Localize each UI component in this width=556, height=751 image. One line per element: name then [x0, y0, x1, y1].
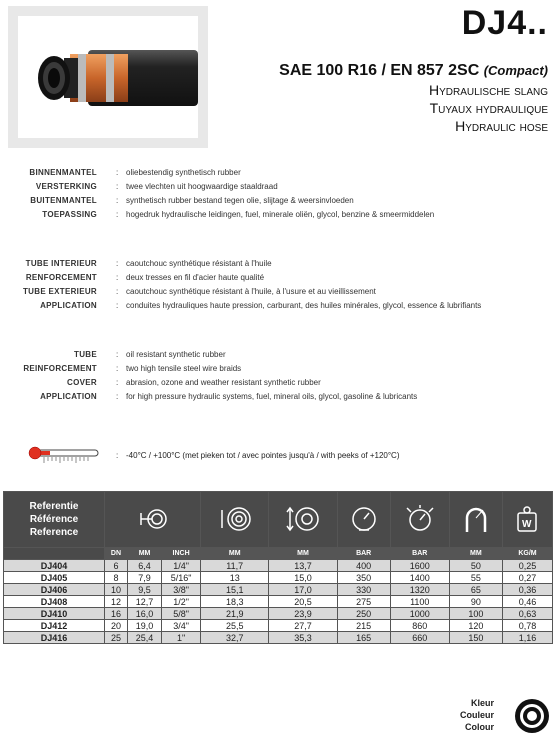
table-row [4, 584, 553, 596]
row-cell: 7,9 [127, 572, 161, 584]
row-cell: 16,0 [127, 608, 161, 620]
row-cell: 1320 [390, 584, 449, 596]
unit-dn: DN [105, 548, 128, 560]
row-cell: 13 [201, 572, 269, 584]
row-cell: 1000 [390, 608, 449, 620]
row-cell: 13,7 [269, 560, 337, 572]
row-cell: 17,0 [269, 584, 337, 596]
table-row [4, 632, 553, 644]
row-cell: 9,5 [127, 584, 161, 596]
row-cell: 275 [337, 596, 390, 608]
name-en: Hydraulic hose [455, 118, 548, 134]
standard: SAE 100 R16 / EN 857 2SC [279, 62, 480, 79]
row-cell: 11,7 [201, 560, 269, 572]
row-cell: 860 [390, 620, 449, 632]
unit-kgm: KG/M [502, 548, 552, 560]
row-cell: 6 [105, 560, 128, 572]
row-cell: 0,63 [502, 608, 552, 620]
row-cell: 23,9 [269, 608, 337, 620]
row-cell: 8 [105, 572, 128, 584]
colour-label: Kleur Couleur Colour [459, 698, 494, 732]
row-cell: 19,0 [127, 620, 161, 632]
inner-diameter-icon [105, 492, 201, 548]
row-cell: 15,1 [201, 584, 269, 596]
row-cell: 250 [337, 608, 390, 620]
row-reference: DJ416 [4, 632, 105, 644]
units-row [4, 548, 553, 560]
row-cell: 3/4" [162, 620, 201, 632]
row-cell: 25,4 [127, 632, 161, 644]
row-cell: 1/2" [162, 596, 201, 608]
row-cell: 3/8" [162, 584, 201, 596]
row-reference: DJ408 [4, 596, 105, 608]
temperature-range: -40°C / +100°C (met pieken tot / avec pointes jusqu'à / with peeks of +120°C) [126, 451, 400, 460]
row-cell: 18,3 [201, 596, 269, 608]
row-cell: 27,7 [269, 620, 337, 632]
temp-colon: : [116, 451, 119, 460]
spec-table [3, 491, 553, 644]
row-cell: 1" [162, 632, 201, 644]
thermometer-icon [28, 446, 102, 466]
row-cell: 1100 [390, 596, 449, 608]
working-pressure-icon [337, 492, 390, 548]
table-row [4, 620, 553, 632]
row-cell: 50 [449, 560, 502, 572]
table-header-row [4, 492, 553, 548]
row-cell: 330 [337, 584, 390, 596]
row-cell: 0,36 [502, 584, 552, 596]
standard-note: (Compact) [483, 63, 548, 78]
row-cell: 25 [105, 632, 128, 644]
row-cell: 1/4" [162, 560, 201, 572]
row-cell: 15,0 [269, 572, 337, 584]
svg-text:W: W [522, 518, 532, 530]
row-cell: 21,9 [201, 608, 269, 620]
row-cell: 12 [105, 596, 128, 608]
row-cell: 6,4 [127, 560, 161, 572]
row-cell: 20 [105, 620, 128, 632]
ref-header: Referentie Référence Reference [4, 492, 105, 548]
row-cell: 20,5 [269, 596, 337, 608]
table-row [4, 596, 553, 608]
table-row [4, 608, 553, 620]
row-cell: 32,7 [201, 632, 269, 644]
unit-mm-radius: MM [449, 548, 502, 560]
row-cell: 0,25 [502, 560, 552, 572]
table-row [4, 572, 553, 584]
row-cell: 5/16" [162, 572, 201, 584]
burst-pressure-icon [390, 492, 449, 548]
row-cell: 5/8" [162, 608, 201, 620]
row-cell: 120 [449, 620, 502, 632]
row-cell: 35,3 [269, 632, 337, 644]
name-nl: Hydraulische slang [428, 82, 548, 98]
row-cell: 0,78 [502, 620, 552, 632]
unit-inch: INCH [162, 548, 201, 560]
row-reference: DJ412 [4, 620, 105, 632]
row-cell: 12,7 [127, 596, 161, 608]
unit-bar-bp: BAR [390, 548, 449, 560]
row-cell: 90 [449, 596, 502, 608]
product-photo [8, 6, 208, 148]
row-reference: DJ410 [4, 608, 105, 620]
row-cell: 350 [337, 572, 390, 584]
row-cell: 660 [390, 632, 449, 644]
row-cell: 0,46 [502, 596, 552, 608]
row-cell: 215 [337, 620, 390, 632]
row-reference: DJ405 [4, 572, 105, 584]
name-fr: Tuyaux hydraulique [429, 100, 548, 116]
row-cell: 400 [337, 560, 390, 572]
unit-mm-od: MM [269, 548, 337, 560]
row-cell: 1,16 [502, 632, 552, 644]
unit-mm-reinf: MM [201, 548, 269, 560]
row-cell: 0,27 [502, 572, 552, 584]
row-reference: DJ404 [4, 560, 105, 572]
row-cell: 1400 [390, 572, 449, 584]
reinforcement-diameter-icon [201, 492, 269, 548]
row-reference: DJ406 [4, 584, 105, 596]
table-row [4, 560, 553, 572]
unit-bar-wp: BAR [337, 548, 390, 560]
row-cell: 150 [449, 632, 502, 644]
bend-radius-icon [449, 492, 502, 548]
row-cell: 16 [105, 608, 128, 620]
row-cell: 10 [105, 584, 128, 596]
table-body [4, 560, 553, 644]
colour-black-icon [513, 697, 551, 735]
row-cell: 1600 [390, 560, 449, 572]
row-cell: 65 [449, 584, 502, 596]
outer-diameter-icon [269, 492, 337, 548]
hose-image [18, 16, 198, 138]
row-cell: 55 [449, 572, 502, 584]
product-code: DJ4.. [461, 4, 548, 42]
row-cell: 165 [337, 632, 390, 644]
row-cell: 100 [449, 608, 502, 620]
standard-line [279, 62, 548, 80]
unit-mm-id: MM [127, 548, 161, 560]
weight-icon [502, 492, 552, 548]
row-cell: 25,5 [201, 620, 269, 632]
